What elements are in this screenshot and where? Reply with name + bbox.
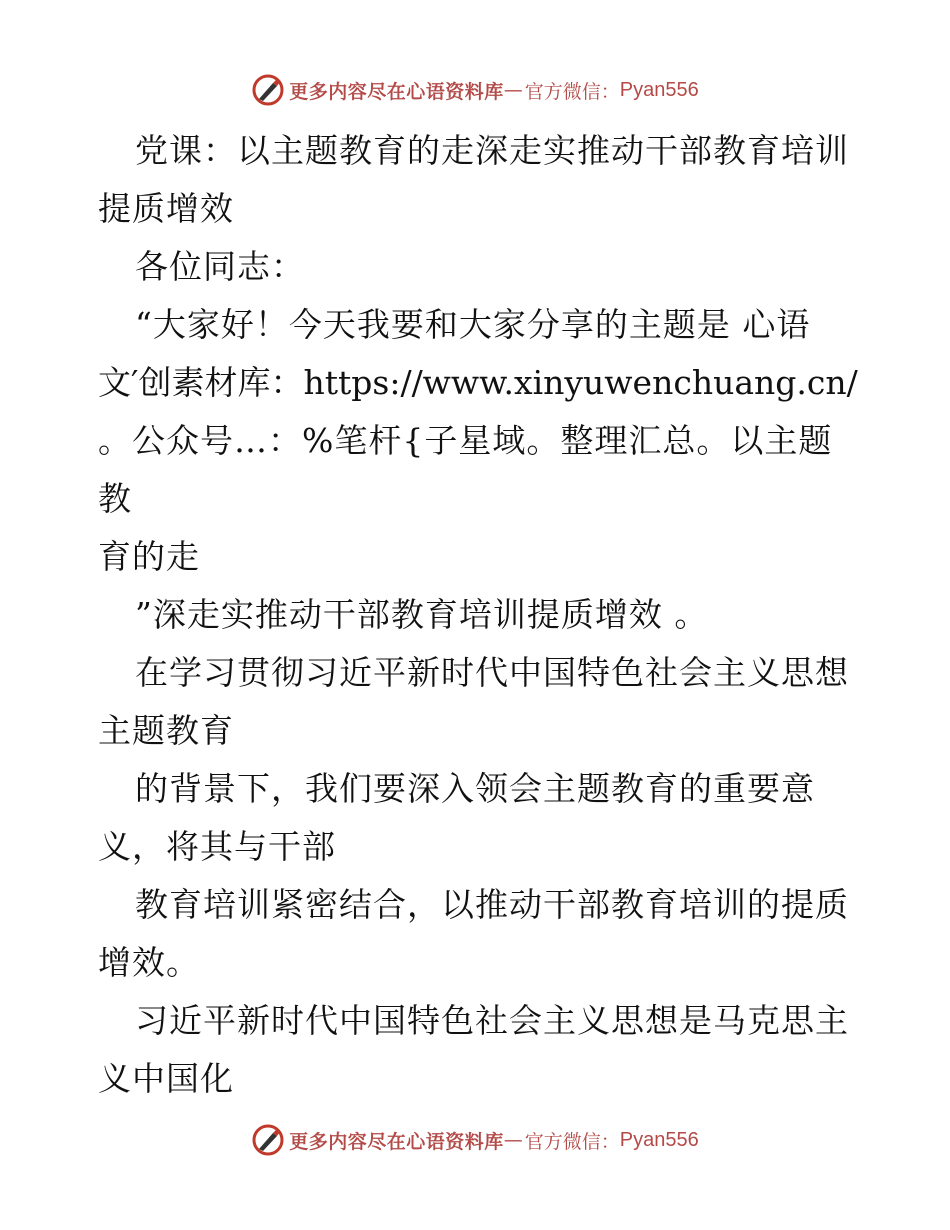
footer-wechat-id: Pyan556 — [619, 1128, 699, 1151]
paragraph-line: 在学习贯彻习近平新时代中国特色社会主义思想 — [135, 653, 849, 692]
paragraph-line: 主题教育 — [98, 711, 234, 750]
paragraph-line: 文′创素材库：https://www.xinyuwenchuang.cn/ — [98, 363, 858, 402]
paragraph-line: 的背景下，我们要深入领会主题教育的重要意 — [135, 769, 815, 808]
document-body — [98, 122, 858, 1108]
footer-wechat-label: 官方微信： — [524, 1130, 620, 1153]
paragraph-line: 习近平新时代中国特色社会主义思想是马克思主 — [135, 1001, 849, 1040]
footer-dash: — — [503, 1129, 523, 1151]
header-banner — [0, 70, 950, 110]
title-line-2: 提质增效 — [98, 189, 234, 228]
header-wechat-label: 官方微信： — [524, 80, 620, 103]
paragraph-line: 义，将其与干部 — [98, 827, 336, 866]
footer-banner — [0, 1120, 950, 1160]
paragraph-line: 教育培训紧密结合，以推动干部教育培训的提质 — [135, 885, 849, 924]
header-wechat-id: Pyan556 — [619, 78, 699, 101]
paragraph-line: 义中国化 — [98, 1059, 234, 1098]
pen-logo-icon — [251, 73, 285, 107]
paragraph-line: “大家好！今天我要和大家分享的主题是 心语 — [135, 305, 811, 344]
header-dash: — — [503, 79, 523, 101]
title-line-1: 党课：以主题教育的走深走实推动干部教育培训 — [135, 131, 849, 170]
salutation: 各位同志： — [135, 247, 305, 286]
paragraph-line: 增效。 — [98, 943, 200, 982]
paragraph-line: 。公众号…：%笔杆{子星域。整理汇总。以主题教 — [98, 421, 833, 518]
pen-logo-icon — [251, 1123, 285, 1157]
paragraph-line: 育的走 — [98, 537, 200, 576]
paragraph-line: ”深走实推动干部教育培训提质增效 。 — [135, 595, 709, 634]
footer-tagline: 更多内容尽在心语资料库 — [289, 1130, 504, 1153]
header-tagline: 更多内容尽在心语资料库 — [289, 80, 504, 103]
